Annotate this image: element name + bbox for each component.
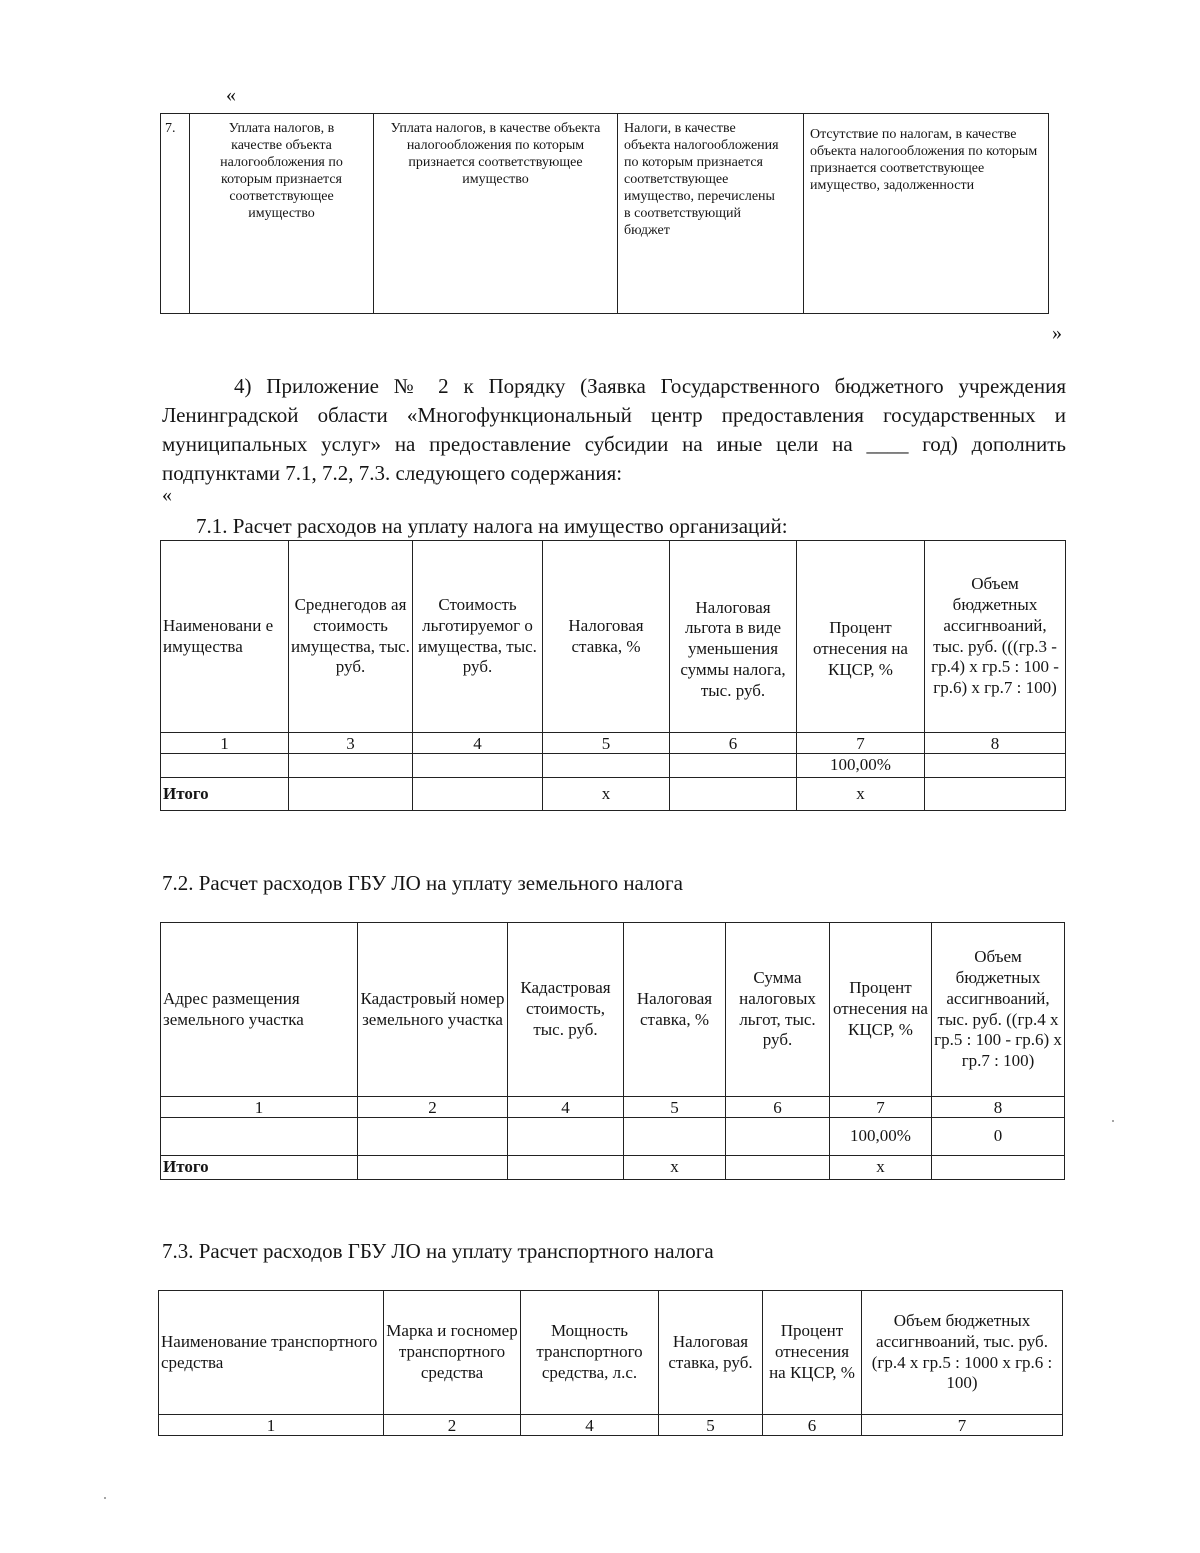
s71-header-7: Процент отнесения на КЦСР, %	[797, 541, 925, 733]
s73-num: 7	[862, 1415, 1063, 1436]
s71-cell	[413, 754, 543, 778]
s72-num: 8	[932, 1097, 1065, 1118]
s71-header-5: Налоговая ставка, %	[543, 541, 670, 733]
s71-num: 6	[670, 733, 797, 754]
s73-num: 6	[763, 1415, 862, 1436]
s71-num: 1	[161, 733, 289, 754]
s73-header-6: Процент отнесения на КЦСР, %	[763, 1291, 862, 1415]
s72-cell	[508, 1118, 624, 1156]
s72-header-6: Сумма налоговых льгот, тыс. руб.	[726, 923, 830, 1097]
s72-total-cell	[358, 1156, 508, 1180]
s73-num: 2	[384, 1415, 521, 1436]
s72-total-cell: х	[624, 1156, 726, 1180]
s71-table	[160, 540, 1066, 811]
s71-percent: 100,00%	[797, 754, 925, 778]
s72-header-1: Адрес размещения земельного участка	[161, 923, 358, 1097]
s71-num: 5	[543, 733, 670, 754]
s71-header-4: Стоимость льготируемог о имущества, тыс. руб.	[413, 541, 543, 733]
s72-num: 6	[726, 1097, 830, 1118]
s72-num: 5	[624, 1097, 726, 1118]
item7-col1: Уплата налогов, в качестве объекта налогообложения по которым признается соответствующее имущество	[190, 114, 374, 314]
s72-table	[160, 922, 1065, 1180]
s72-num: 1	[161, 1097, 358, 1118]
s72-total-label: Итого	[161, 1156, 358, 1180]
s73-header-1: Наименование транспортного средства	[159, 1291, 384, 1415]
s73-header-4: Мощность транспортного средства, л.с.	[521, 1291, 659, 1415]
s73-num: 4	[521, 1415, 659, 1436]
s72-header-2: Кадастровый номер земельного участка	[358, 923, 508, 1097]
paragraph-4: 4) Приложение № 2 к Порядку (Заявка Государственного бюджетного учреждения Ленинградской области «Многофункциональный центр предоставления государственных и муниципальных услуг» на предоставление субсидии на иные цели на ____ год) дополнить подпунктами 7.1, 7.2, 7.3. следующего содержания:	[162, 374, 1066, 485]
s71-header-6: Налоговая льгота в виде уменьшения суммы налога, тыс. руб.	[670, 541, 797, 733]
close-quote: »	[1052, 322, 1062, 344]
s73-num: 5	[659, 1415, 763, 1436]
s73-table	[158, 1290, 1063, 1436]
s73-header-2: Марка и госномер транспортного средства	[384, 1291, 521, 1415]
s72-num: 2	[358, 1097, 508, 1118]
scan-speck	[1112, 1120, 1114, 1122]
s72-cell	[358, 1118, 508, 1156]
s73-header-7: Объем бюджетных ассигнвоаний, тыс. руб. (гр.4 х гр.5 : 1000 х гр.6 : 100)	[862, 1291, 1063, 1415]
s71-cell	[289, 754, 413, 778]
s71-total-cell	[925, 778, 1066, 811]
item7-col2: Уплата налогов, в качестве объекта налогообложения по которым признается соответствующее имущество	[374, 114, 618, 314]
s72-total-cell: х	[830, 1156, 932, 1180]
s71-total-cell	[413, 778, 543, 811]
s71-cell	[925, 754, 1066, 778]
s72-total-cell	[508, 1156, 624, 1180]
s71-header-3: Среднегодов ая стоимость имущества, тыс. руб.	[289, 541, 413, 733]
item7-col3: Налоги, в качестве объекта налогообложения по которым признается соответствующее имущество, перечислены в соответствующий бюджет	[618, 114, 804, 314]
s72-title: 7.2. Расчет расходов ГБУ ЛО на уплату земельного налога	[162, 871, 683, 895]
s72-header-8: Объем бюджетных ассигнвоаний, тыс. руб. ((гр.4 х гр.5 : 100 - гр.6) х гр.7 : 100)	[932, 923, 1065, 1097]
s71-header-8: Объем бюджетных ассигнвоаний, тыс. руб. (((гр.3 - гр.4) х гр.5 : 100 - гр.6) х гр.7 : 100)	[925, 541, 1066, 733]
s73-header-5: Налоговая ставка, руб.	[659, 1291, 763, 1415]
scan-speck	[104, 1497, 106, 1499]
s72-header-7: Процент отнесения на КЦСР, %	[830, 923, 932, 1097]
open-quote-mid: «	[162, 484, 172, 506]
s71-total-cell	[670, 778, 797, 811]
s73-title: 7.3. Расчет расходов ГБУ ЛО на уплату транспортного налога	[162, 1239, 714, 1263]
s72-cell	[161, 1118, 358, 1156]
s71-header-1: Наименовани е имущества	[161, 541, 289, 733]
item7-col4: Отсутствие по налогам, в качестве объекта налогообложения по которым признается соответствующее имущество, задолженности	[804, 114, 1049, 314]
s72-cell	[726, 1118, 830, 1156]
s71-total-label: Итого	[161, 778, 289, 811]
s71-cell	[161, 754, 289, 778]
s71-cell	[670, 754, 797, 778]
s72-header-4: Кадастровая стоимость, тыс. руб.	[508, 923, 624, 1097]
s72-total-cell	[932, 1156, 1065, 1180]
s72-cell	[624, 1118, 726, 1156]
s71-total-cell: х	[543, 778, 670, 811]
item7-number: 7.	[161, 114, 190, 314]
s73-num: 1	[159, 1415, 384, 1436]
s72-num: 4	[508, 1097, 624, 1118]
s71-num: 8	[925, 733, 1066, 754]
s71-title: 7.1. Расчет расходов на уплату налога на имущество организаций:	[196, 514, 788, 538]
s72-percent: 100,00%	[830, 1118, 932, 1156]
s71-total-cell: х	[797, 778, 925, 811]
s71-num: 7	[797, 733, 925, 754]
s72-header-5: Налоговая ставка, %	[624, 923, 726, 1097]
open-quote-top: «	[226, 84, 236, 106]
s71-total-cell	[289, 778, 413, 811]
s71-cell	[543, 754, 670, 778]
s71-num: 4	[413, 733, 543, 754]
s72-value: 0	[932, 1118, 1065, 1156]
s71-num: 3	[289, 733, 413, 754]
item7-table	[160, 113, 1049, 314]
s72-total-cell	[726, 1156, 830, 1180]
s72-num: 7	[830, 1097, 932, 1118]
